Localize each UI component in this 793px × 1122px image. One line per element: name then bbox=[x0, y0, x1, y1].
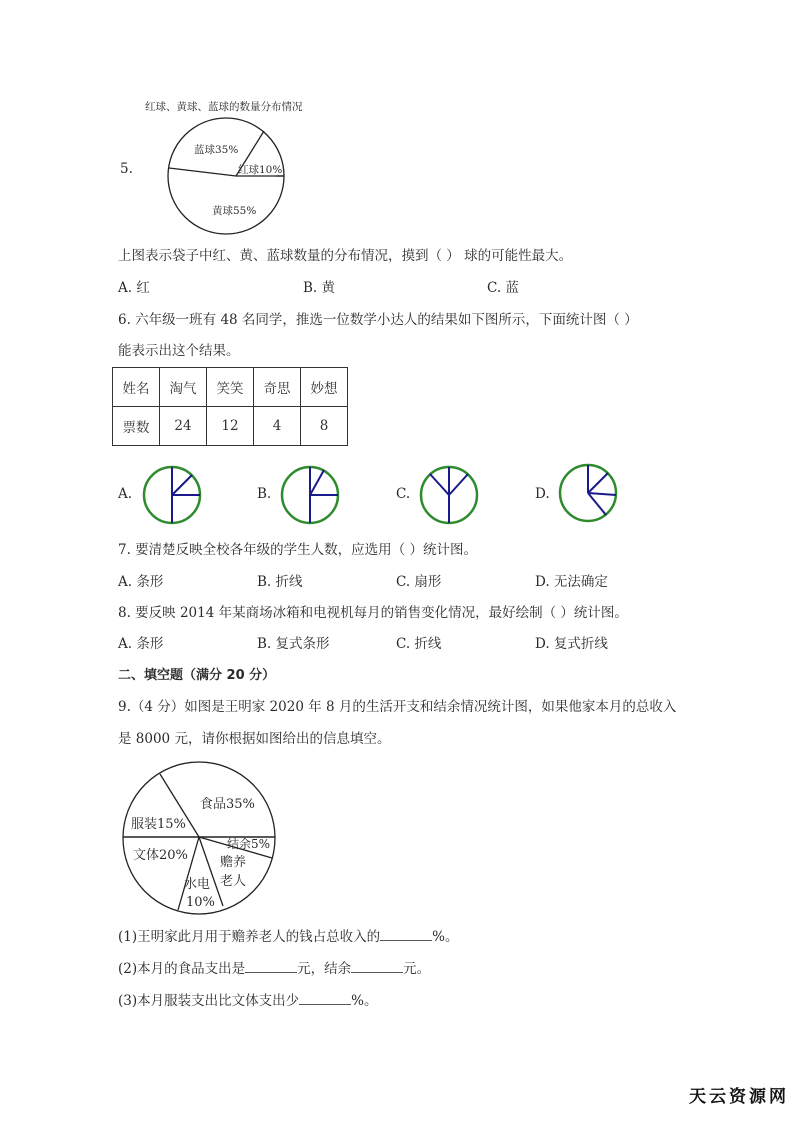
q9-label-utility-1: 水电 bbox=[184, 877, 211, 892]
table-cell: 笑笑 bbox=[207, 368, 254, 407]
q5-label-yellow: 黄球55% bbox=[212, 205, 257, 217]
q9-sub1-text: (1)王明家此月用于赡养老人的钱占总收入的 bbox=[118, 929, 381, 945]
table-cell: 票数 bbox=[113, 407, 160, 446]
table-cell: 妙想 bbox=[301, 368, 348, 407]
table-cell: 24 bbox=[160, 407, 207, 446]
q9-question-line1: 9.（4 分）如图是王明家 2020 年 8 月的生活开支和结余情况统计图，如果他家本月的总收入 bbox=[118, 699, 677, 715]
q6-option-b-label[interactable]: B. bbox=[257, 486, 272, 502]
q9-sub1 bbox=[118, 926, 458, 947]
section-title: 二、填空题（满分 20 分） bbox=[118, 668, 276, 683]
q9-label-utility-2: 10% bbox=[186, 895, 215, 910]
q6-option-d-pie[interactable] bbox=[557, 462, 619, 524]
q7-option-d[interactable]: D. 无法确定 bbox=[535, 574, 608, 590]
q9-sub3-text: (3)本月服装支出比文体支出少 bbox=[118, 993, 300, 1009]
q5-question: 上图表示袋子中红、黄、蓝球数量的分布情况，摸到（ ） 球的可能性最大。 bbox=[118, 248, 573, 264]
answer-blank[interactable] bbox=[245, 958, 297, 973]
q6-option-a-pie[interactable] bbox=[141, 464, 203, 526]
q9-label-elder-1: 赡养 bbox=[220, 855, 247, 870]
table-cell: 4 bbox=[254, 407, 301, 446]
q9-sub1-unit: %。 bbox=[432, 929, 459, 945]
q8-question: 8. 要反映 2014 年某商场冰箱和电视机每月的销售变化情况，最好绘制（ ）统计图。 bbox=[118, 605, 628, 621]
table-cell: 12 bbox=[207, 407, 254, 446]
q9-label-savings: 结余5% bbox=[227, 837, 271, 851]
q9-sub3-unit: %。 bbox=[351, 993, 378, 1009]
q6-option-b-pie[interactable] bbox=[279, 464, 341, 526]
q5-label-red: 红球10% bbox=[238, 164, 283, 176]
table-cell: 淘气 bbox=[160, 368, 207, 407]
answer-blank[interactable] bbox=[351, 958, 403, 973]
table-row-votes bbox=[113, 407, 348, 446]
q9-sub2-unit: 元。 bbox=[403, 961, 431, 977]
q9-sub3 bbox=[118, 990, 377, 1011]
q6-option-d-label[interactable]: D. bbox=[535, 486, 550, 502]
table-row-names bbox=[113, 368, 348, 407]
q7-option-c[interactable]: C. 扇形 bbox=[396, 574, 442, 590]
q6-question-line2: 能表示出这个结果。 bbox=[118, 343, 240, 359]
answer-blank[interactable] bbox=[299, 990, 351, 1005]
q8-option-d[interactable]: D. 复式折线 bbox=[535, 636, 608, 652]
q8-option-b[interactable]: B. 复式条形 bbox=[257, 636, 330, 652]
q6-option-c-label[interactable]: C. bbox=[396, 486, 411, 502]
q9-sub2-mid: 元，结余 bbox=[297, 961, 352, 977]
q9-label-culture: 文体20% bbox=[133, 848, 188, 863]
q9-sub2-text: (2)本月的食品支出是 bbox=[118, 961, 246, 977]
q9-label-food: 食品35% bbox=[200, 797, 255, 812]
q5-option-b[interactable]: B. 黄 bbox=[303, 280, 336, 296]
q5-chart-title: 红球、黄球、蓝球的数量分布情况 bbox=[145, 101, 303, 113]
q9-question-line2: 是 8000 元，请你根据如图给出的信息填空。 bbox=[118, 731, 391, 747]
watermark-logo: 天云资源网 bbox=[689, 1087, 789, 1107]
table-cell: 奇思 bbox=[254, 368, 301, 407]
q6-vote-table bbox=[112, 367, 348, 446]
table-cell: 8 bbox=[301, 407, 348, 446]
q6-option-a-label[interactable]: A. bbox=[118, 486, 133, 502]
q9-label-elder-2: 老人 bbox=[220, 874, 247, 889]
answer-blank[interactable] bbox=[380, 926, 432, 941]
q5-number: 5. bbox=[120, 161, 133, 177]
q6-question-line1: 6. 六年级一班有 48 名同学，推选一位数学小达人的结果如下图所示，下面统计图（ ） bbox=[118, 312, 638, 328]
q8-option-a[interactable]: A. 条形 bbox=[118, 636, 164, 652]
q5-label-blue: 蓝球35% bbox=[194, 144, 239, 156]
q6-option-c-pie[interactable] bbox=[418, 464, 480, 526]
q7-question: 7. 要清楚反映全校各年级的学生人数，应选用（ ）统计图。 bbox=[118, 542, 477, 558]
q5-option-a[interactable]: A. 红 bbox=[118, 280, 150, 296]
q7-option-a[interactable]: A. 条形 bbox=[118, 574, 164, 590]
q9-sub2 bbox=[118, 958, 430, 979]
table-cell: 姓名 bbox=[113, 368, 160, 407]
q9-label-clothes: 服装15% bbox=[131, 817, 186, 832]
q5-option-c[interactable]: C. 蓝 bbox=[487, 280, 519, 296]
q7-option-b[interactable]: B. 折线 bbox=[257, 574, 303, 590]
q8-option-c[interactable]: C. 折线 bbox=[396, 636, 442, 652]
